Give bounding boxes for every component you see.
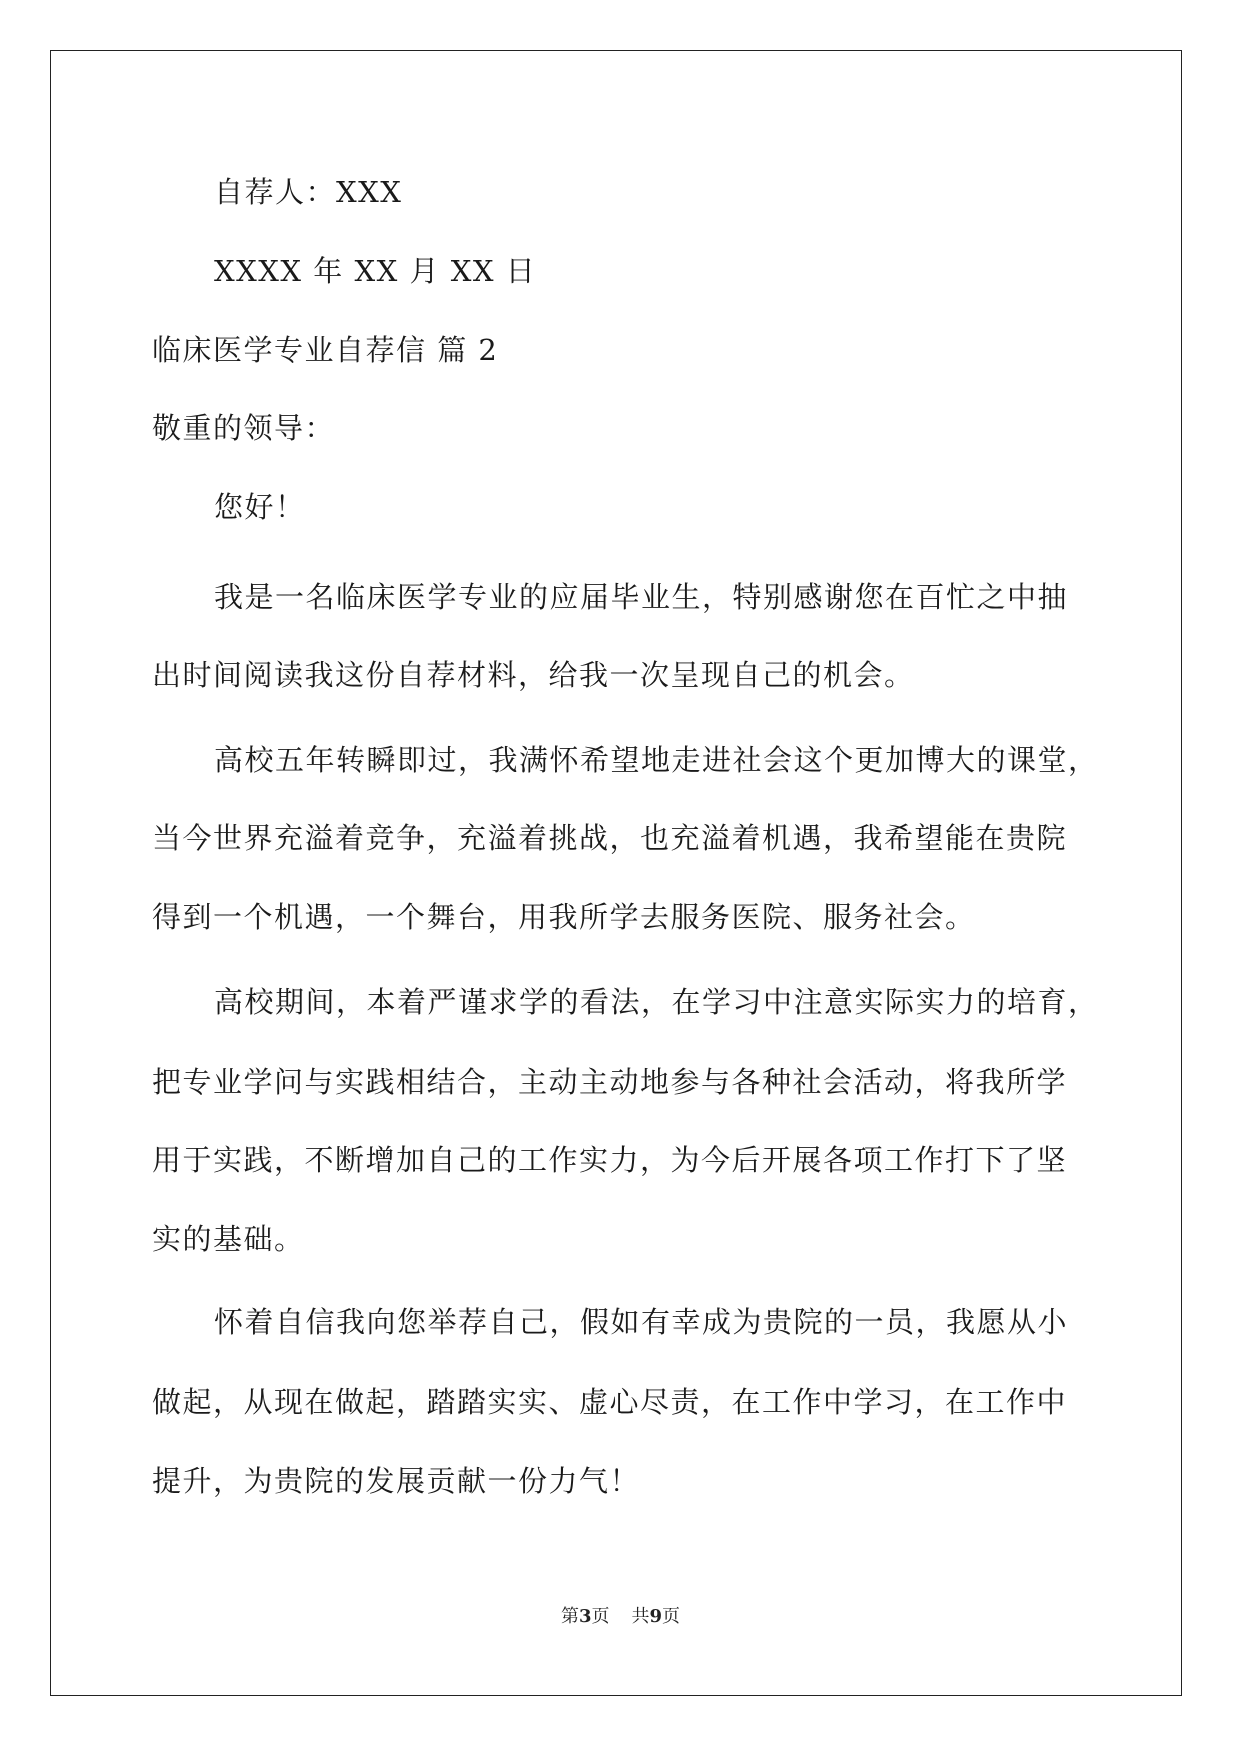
paragraph-line: 高校五年转瞬即过，我满怀希望地走进社会这个更加博大的课堂， [214,743,1099,777]
paragraph-line: 我是一名临床医学专业的应届毕业生，特别感谢您在百忙之中抽 [214,580,1069,614]
paragraph-line: 高校期间，本着严谨求学的看法，在学习中注意实际实力的培育， [214,985,1099,1019]
paragraph-line: 当今世界充溢着竞争，充溢着挑战，也充溢着机遇，我希望能在贵院 [152,821,1068,855]
total-prefix: 共 [631,1606,650,1627]
current-page-number: 3 [578,1606,592,1627]
date-line: XXXX 年 XX 月 XX 日 [214,254,537,288]
section-title: 临床医学专业自荐信 篇 2 [152,333,499,367]
paragraph-line: 得到一个机遇，一个舞台，用我所学去服务医院、服务社会。 [152,900,976,934]
total-suffix: 页 [662,1606,681,1627]
greeting: 您好！ [214,490,306,524]
paragraph-line: 实的基础。 [152,1222,305,1256]
paragraph-line: 出时间阅读我这份自荐材料，给我一次呈现自己的机会。 [152,658,915,692]
salutation: 敬重的领导： [152,411,336,445]
paragraph-line: 用于实践，不断增加自己的工作实力，为今后开展各项工作打下了坚 [152,1143,1068,1177]
paragraph-line: 把专业学问与实践相结合，主动主动地参与各种社会活动，将我所学 [152,1065,1068,1099]
paragraph-line: 提升，为贵院的发展贡献一份力气！ [152,1464,641,1498]
paragraph-line: 做起，从现在做起，踏踏实实、虚心尽责，在工作中学习，在工作中 [152,1385,1068,1419]
signer-line: 自荐人：XXX [214,175,403,209]
paragraph-line: 怀着自信我向您举荐自己，假如有幸成为贵院的一员，我愿从小 [214,1305,1069,1339]
page-prefix: 第 [560,1606,579,1627]
page-suffix: 页 [591,1606,610,1627]
page-footer [0,1605,1241,1629]
total-page-number: 9 [649,1606,663,1627]
page-border [50,50,1182,1696]
